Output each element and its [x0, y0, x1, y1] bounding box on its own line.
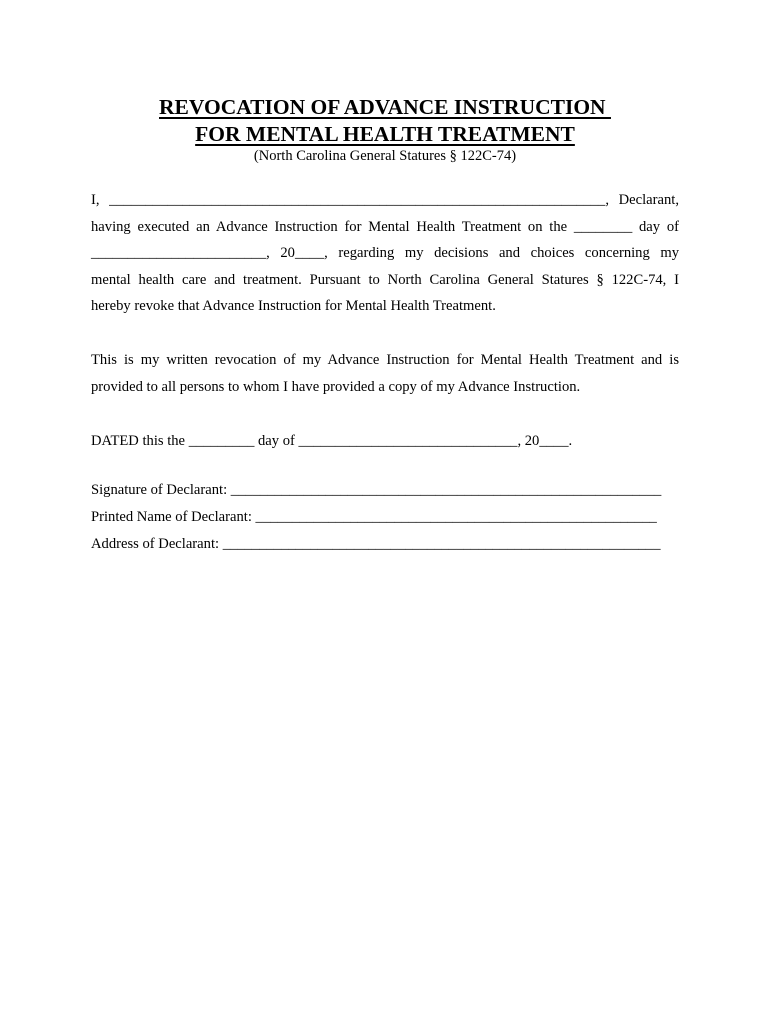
paragraph-line: ________________________, 20____, regarding my decisions and choices concerning my — [91, 245, 679, 262]
dated-line: DATED this the _________ day of ______________________________, 20____. — [91, 433, 573, 449]
written-revocation-paragraph — [91, 347, 679, 400]
document-title-line-1: REVOCATION OF ADVANCE INSTRUCTION — [159, 95, 611, 119]
paragraph-line: hereby revoke that Advance Instruction for Mental Health Treatment. — [91, 298, 496, 315]
paragraph-line: provided to all persons to whom I have provided a copy of my Advance Instruction. — [91, 378, 581, 395]
paragraph-line: having executed an Advance Instruction for Mental Health Treatment on the ________ day of — [91, 218, 679, 235]
signature-line: Signature of Declarant: ___________________________________________________________ — [91, 482, 662, 498]
address-line: Address of Declarant: ____________________________________________________________ — [91, 536, 661, 552]
revocation-paragraph — [91, 187, 679, 320]
printed-name-line: Printed Name of Declarant: _______________________________________________________ — [91, 509, 657, 525]
document-subtitle: (North Carolina General Statures § 122C-74) — [253, 148, 517, 164]
paragraph-line: This is my written revocation of my Advance Instruction for Mental Health Treatment and is — [91, 352, 679, 368]
dated-paragraph — [91, 428, 679, 455]
paragraph-line: mental health care and treatment. Pursuant to North Carolina General Statures § 122C-74, I — [91, 271, 679, 288]
paragraph-line: I, ____________________________________________________________________, Declarant, — [91, 192, 679, 208]
document-title-line-2: FOR MENTAL HEALTH TREATMENT — [195, 122, 575, 146]
